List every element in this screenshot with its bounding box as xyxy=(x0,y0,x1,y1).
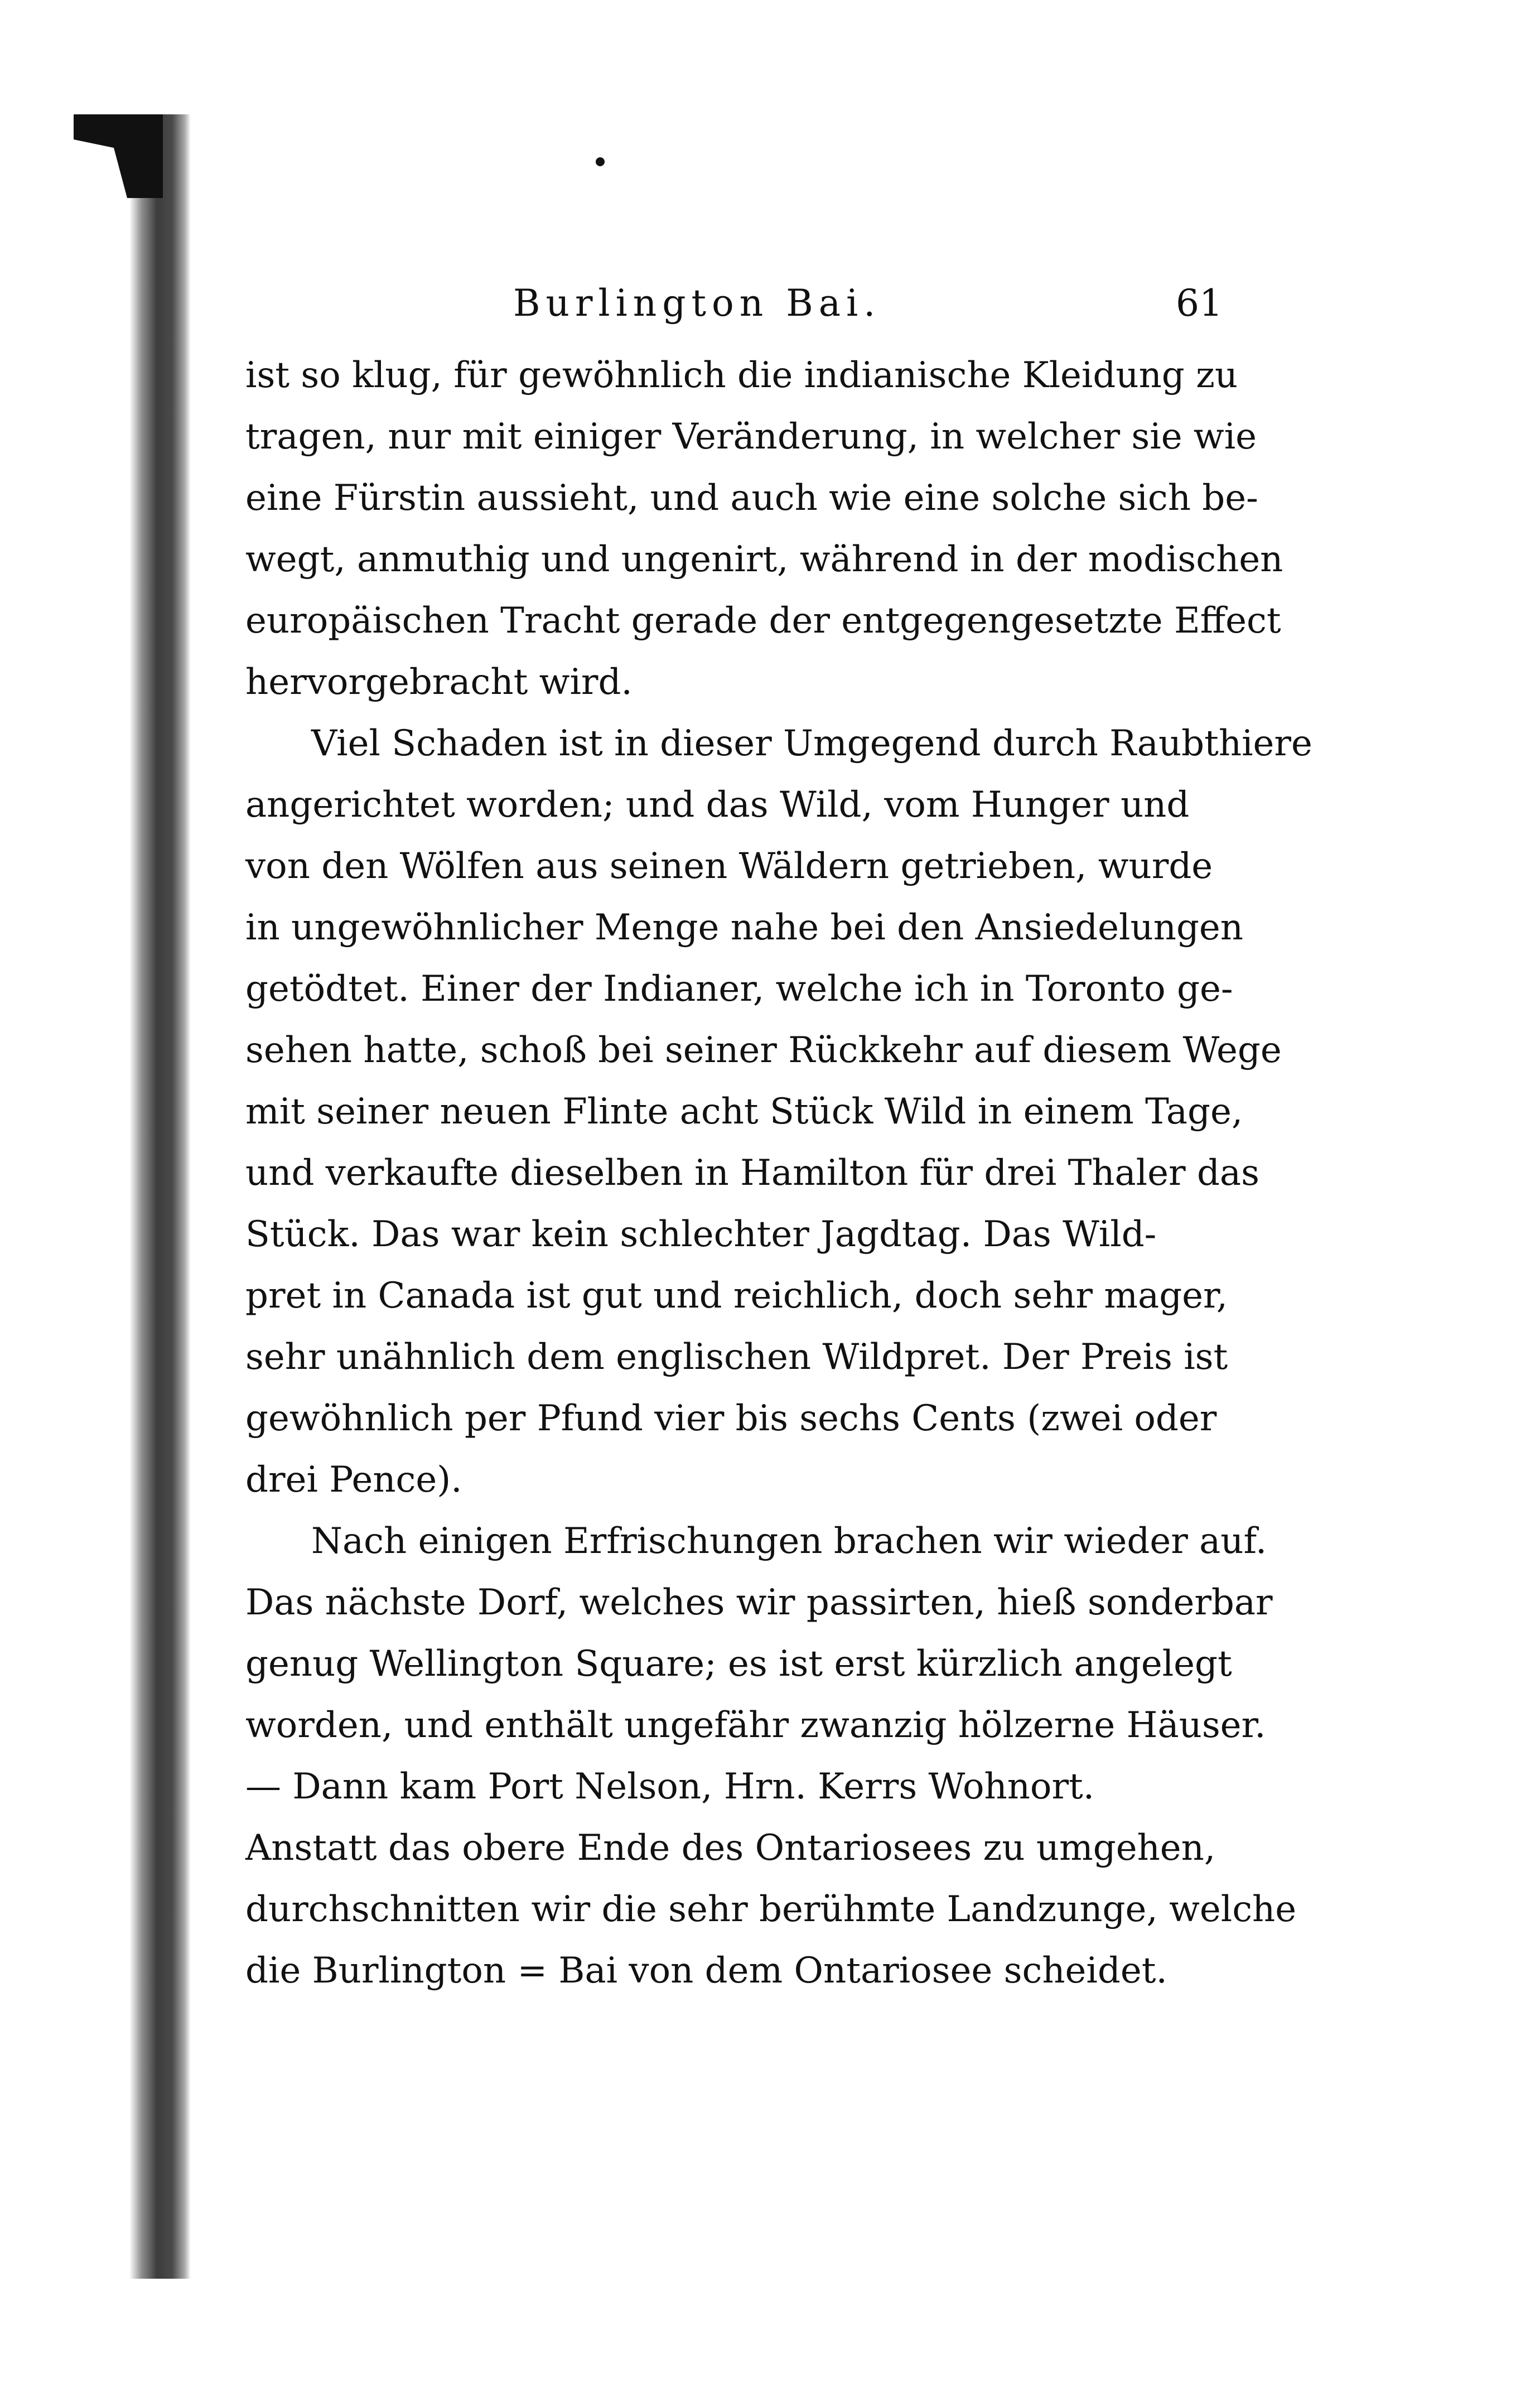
text-line: genug Wellington Square; es ist erst kürzlich angelegt xyxy=(245,1643,1232,1685)
text-line: Stück. Das war kein schlechter Jagdtag. Das Wild- xyxy=(245,1214,1157,1255)
paragraph-1 xyxy=(245,345,1283,713)
text-line: gewöhnlich per Pfund vier bis sechs Cents (zwei oder xyxy=(245,1398,1217,1439)
text-line: in ungewöhnlicher Menge nahe bei den Ansiedelungen xyxy=(245,907,1243,948)
text-line: drei Pence). xyxy=(245,1459,462,1501)
text-line: Anstatt das obere Ende des Ontariosees zu umgehen, xyxy=(245,1827,1216,1869)
text-line: worden, und enthält ungefähr zwanzig hölzerne Häuser. xyxy=(245,1705,1266,1746)
binding-shadow-top xyxy=(74,114,163,198)
page-number: 61 xyxy=(1176,282,1223,325)
binding-shadow xyxy=(129,114,191,2279)
text-line: Das nächste Dorf, welches wir passirten, hieß sonderbar xyxy=(245,1582,1273,1623)
text-line: ist so klug, für gewöhnlich die indianische Kleidung zu xyxy=(245,355,1238,396)
text-line: durchschnitten wir die sehr berühmte Landzunge, welche xyxy=(245,1889,1297,1930)
text-line: mit seiner neuen Flinte acht Stück Wild in einem Tage, xyxy=(245,1091,1243,1132)
text-line: getödtet. Einer der Indianer, welche ich in Toronto ge- xyxy=(245,968,1233,1010)
text-line: die Burlington = Bai von dem Ontariosee scheidet. xyxy=(245,1950,1167,1991)
paragraph-2 xyxy=(245,713,1312,1511)
text-line: eine Fürstin aussieht, und auch wie eine solche sich be- xyxy=(245,477,1258,519)
text-line: und verkaufte dieselben in Hamilton für drei Thaler das xyxy=(245,1152,1259,1194)
text-line: sehr unähnlich dem englischen Wildpret. Der Preis ist xyxy=(245,1337,1228,1378)
text-line: wegt, anmuthig und ungenirt, während in der modischen xyxy=(245,539,1283,580)
text-line: von den Wölfen aus seinen Wäldern getrieben, wurde xyxy=(245,846,1213,887)
text-line: — Dann kam Port Nelson, Hrn. Kerrs Wohnort. xyxy=(245,1766,1095,1807)
ink-speck xyxy=(596,157,605,166)
body-text xyxy=(245,345,1312,2001)
text-line: Nach einigen Erfrischungen brachen wir wieder auf. xyxy=(311,1521,1267,1562)
text-line: Viel Schaden ist in dieser Umgegend durch Raubthiere xyxy=(311,723,1312,764)
text-line: sehen hatte, schoß bei seiner Rückkehr auf diesem Wege xyxy=(245,1030,1282,1071)
text-line: pret in Canada ist gut und reichlich, doch sehr mager, xyxy=(245,1275,1228,1316)
text-line: tragen, nur mit einiger Veränderung, in welcher sie wie xyxy=(245,416,1257,457)
text-line: europäischen Tracht gerade der entgegengesetzte Effect xyxy=(245,600,1281,641)
text-line: angerichtet worden; und das Wild, vom Hunger und xyxy=(245,784,1190,826)
paragraph-3 xyxy=(245,1511,1297,2001)
text-line: hervorgebracht wird. xyxy=(245,662,633,703)
running-head-title: Burlington Bai. xyxy=(513,282,881,325)
